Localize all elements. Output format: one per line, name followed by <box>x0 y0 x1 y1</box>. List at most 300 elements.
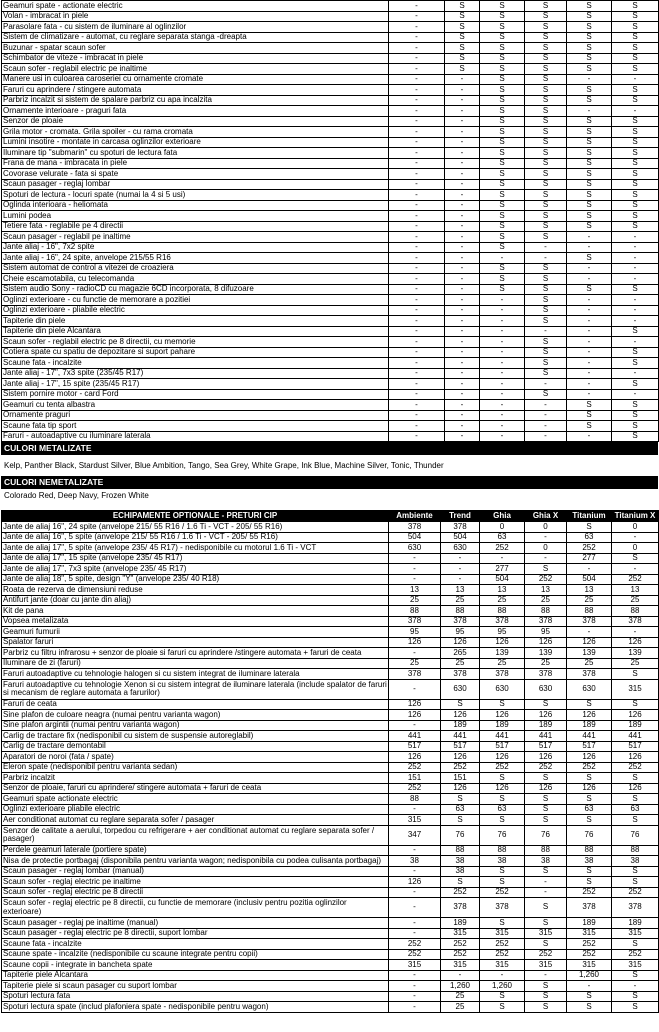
row-value: S <box>480 106 525 117</box>
row-value: 378 <box>480 898 525 918</box>
row-value: - <box>389 148 445 159</box>
row-value: S <box>525 368 567 379</box>
row-value: 139 <box>525 648 567 659</box>
row-value: 315 <box>389 815 441 826</box>
option-row <box>2 981 659 992</box>
row-value: - <box>445 137 480 148</box>
row-value: - <box>480 431 525 442</box>
row-value: 1,260 <box>441 981 480 992</box>
row-value: - <box>612 389 659 400</box>
option-row <box>2 960 659 971</box>
row-value: 25 <box>525 595 567 606</box>
row-value: S <box>567 158 612 169</box>
row-value: - <box>445 179 480 190</box>
row-value: S <box>480 242 525 253</box>
option-row <box>2 918 659 929</box>
row-value: - <box>389 1 445 12</box>
row-value: - <box>445 95 480 106</box>
row-value: 378 <box>480 669 525 680</box>
row-label: Sine plafon de culoare neagra (numai pentru varianta wagon) <box>2 710 389 721</box>
row-label: Scaune copii - integrate in bancheta spate <box>2 960 389 971</box>
row-value: S <box>525 815 567 826</box>
row-value: - <box>389 970 441 981</box>
row-value: 76 <box>480 825 525 845</box>
row-label: Parbriz cu filtru infrarosu + senzor de ploaie si faruri cu aprindere /stingere automata + faruri de ceata <box>2 648 389 659</box>
row-value: 126 <box>612 637 659 648</box>
row-value: 315 <box>525 928 567 939</box>
row-label: Scaun sofer - reglaj electric pe inaltime <box>2 877 389 888</box>
row-value: S <box>525 85 567 96</box>
row-label: Roata de rezerva de dimensiuni reduse <box>2 585 389 596</box>
row-value: S <box>612 53 659 64</box>
row-value: S <box>612 773 659 784</box>
row-label: Spoturi de lectura - locuri spate (numai la 4 si 5 usi) <box>2 190 389 201</box>
row-value: 126 <box>441 710 480 721</box>
standard-row <box>2 137 659 148</box>
row-value: S <box>612 669 659 680</box>
row-value: - <box>389 991 441 1002</box>
row-value: - <box>567 106 612 117</box>
row-value: 378 <box>567 669 612 680</box>
row-value: S <box>612 866 659 877</box>
row-value: S <box>480 274 525 285</box>
standard-row <box>2 95 659 106</box>
row-value: 126 <box>441 783 480 794</box>
row-label: Aer conditionat automat cu reglare separata sofer / pasager <box>2 815 389 826</box>
row-value: 315 <box>612 928 659 939</box>
standard-row <box>2 337 659 348</box>
row-value: 315 <box>612 679 659 699</box>
row-value: S <box>567 522 612 533</box>
option-row <box>2 970 659 981</box>
row-value: - <box>389 127 445 138</box>
row-value: - <box>612 274 659 285</box>
row-value: S <box>480 85 525 96</box>
header-ambiente: Ambiente <box>389 511 441 522</box>
row-value: S <box>480 11 525 22</box>
row-value: 378 <box>441 522 480 533</box>
row-value: 13 <box>389 585 441 596</box>
row-value: 252 <box>389 939 441 950</box>
row-value: S <box>612 221 659 232</box>
standard-row <box>2 368 659 379</box>
row-value: 139 <box>480 648 525 659</box>
row-value: - <box>445 337 480 348</box>
row-label: Ornamente praguri <box>2 410 389 421</box>
row-value: S <box>567 815 612 826</box>
row-value: - <box>389 221 445 232</box>
row-value: S <box>612 127 659 138</box>
row-value: 504 <box>441 532 480 543</box>
row-label: Scaun pasager - reglabil pe inaltime <box>2 232 389 243</box>
standard-row <box>2 116 659 127</box>
row-value: S <box>525 1002 567 1013</box>
standard-row <box>2 74 659 85</box>
row-value: - <box>389 106 445 117</box>
row-value: 25 <box>612 595 659 606</box>
header-titanium: Titanium <box>567 511 612 522</box>
standard-row <box>2 284 659 295</box>
row-label: Scaun pasager - reglaj lombar <box>2 179 389 190</box>
row-value: - <box>445 74 480 85</box>
standard-row <box>2 64 659 75</box>
row-label: Covorase velurate - fata si spate <box>2 169 389 180</box>
row-value: 630 <box>389 543 441 554</box>
row-value: 189 <box>612 918 659 929</box>
option-row <box>2 543 659 554</box>
row-value: S <box>525 53 567 64</box>
row-value: S <box>441 815 480 826</box>
row-value: 378 <box>567 898 612 918</box>
row-value: 88 <box>480 606 525 617</box>
row-value: 378 <box>441 669 480 680</box>
row-value: S <box>480 991 525 1002</box>
row-value: S <box>612 284 659 295</box>
row-value: - <box>389 574 441 585</box>
row-value: S <box>480 877 525 888</box>
row-value: S <box>525 898 567 918</box>
row-value: - <box>567 316 612 327</box>
row-value: - <box>441 574 480 585</box>
row-value: 126 <box>389 877 441 888</box>
row-value: 126 <box>567 637 612 648</box>
option-row <box>2 710 659 721</box>
row-value: S <box>612 699 659 710</box>
row-label: Carlig de tractare demontabil <box>2 741 389 752</box>
row-value: - <box>525 970 567 981</box>
option-row <box>2 762 659 773</box>
row-label: Geamuri spate - actionate electric <box>2 1 389 12</box>
standard-row <box>2 148 659 159</box>
row-value: 88 <box>441 606 480 617</box>
row-value: S <box>445 32 480 43</box>
row-value: - <box>441 553 480 564</box>
row-value: S <box>525 95 567 106</box>
row-value: - <box>389 368 445 379</box>
row-value: S <box>612 169 659 180</box>
option-row <box>2 595 659 606</box>
row-value: S <box>612 190 659 201</box>
row-label: Jante aliaj - 16", 24 spite, anvelope 215/55 R16 <box>2 253 389 264</box>
row-label: Scaune spate - incalzite (nedisponibile cu scaune integrate pentru copii) <box>2 949 389 960</box>
row-value: 277 <box>480 564 525 575</box>
row-label: Scaune fata - incalzite <box>2 939 389 950</box>
row-label: Cheie escamotabila, cu telecomanda <box>2 274 389 285</box>
row-label: Scaun pasager - reglaj pe inaltime (manual) <box>2 918 389 929</box>
row-value: - <box>389 389 445 400</box>
row-value: 25 <box>525 658 567 669</box>
row-label: Scaun pasager - reglaj electric pe 8 directii, suport lombar <box>2 928 389 939</box>
row-value: S <box>525 221 567 232</box>
row-value: S <box>567 421 612 432</box>
row-value: 630 <box>567 679 612 699</box>
row-value: - <box>567 564 612 575</box>
row-value: - <box>389 410 445 421</box>
row-value: 25 <box>441 991 480 1002</box>
row-value: 126 <box>441 752 480 763</box>
option-row <box>2 887 659 898</box>
row-value: S <box>445 64 480 75</box>
row-value: - <box>445 211 480 222</box>
row-value: 95 <box>480 627 525 638</box>
row-value: S <box>480 284 525 295</box>
row-value: S <box>525 74 567 85</box>
row-label: Jante de aliaj 17", 5 spite (anvelope 235/ 45 R17) - nedisponibile cu motorul 1.6 Ti - VCT <box>2 543 389 554</box>
row-value: 38 <box>612 856 659 867</box>
row-value: 630 <box>441 543 480 554</box>
row-label: Eleron spate (nedisponibil pentru varianta sedan) <box>2 762 389 773</box>
row-value: 441 <box>389 731 441 742</box>
row-value: S <box>612 32 659 43</box>
row-value: S <box>480 43 525 54</box>
standard-row <box>2 316 659 327</box>
row-value: 126 <box>567 752 612 763</box>
row-value: 38 <box>525 856 567 867</box>
row-value: 139 <box>612 648 659 659</box>
row-value: 252 <box>480 543 525 554</box>
row-value: - <box>480 316 525 327</box>
row-value: - <box>567 379 612 390</box>
row-label: Ornamente interioare - praguri fata <box>2 106 389 117</box>
row-value: S <box>567 877 612 888</box>
row-value: - <box>612 564 659 575</box>
row-value: 88 <box>525 845 567 856</box>
row-label: Volan - imbracat in piele <box>2 11 389 22</box>
row-value: S <box>567 1 612 12</box>
row-label: Jante aliaj - 16", 7x2 spite <box>2 242 389 253</box>
row-value: - <box>389 64 445 75</box>
row-label: Sistem de climatizare - automat, cu reglare separata stanga -dreapta <box>2 32 389 43</box>
row-value: 25 <box>441 1002 480 1013</box>
row-value: 517 <box>525 741 567 752</box>
option-row <box>2 752 659 763</box>
row-value: S <box>525 347 567 358</box>
row-value: - <box>525 400 567 411</box>
header-titanium-x: Titanium X <box>612 511 659 522</box>
row-value: 252 <box>567 887 612 898</box>
options-header-row <box>2 511 659 522</box>
row-value: - <box>612 106 659 117</box>
option-row <box>2 532 659 543</box>
row-value: 76 <box>567 825 612 845</box>
row-value: - <box>525 421 567 432</box>
row-label: Scaun sofer - reglaj electric pe 8 directii <box>2 887 389 898</box>
row-label: Scaun sofer - reglabil electric pe inaltime <box>2 64 389 75</box>
row-value: 315 <box>567 960 612 971</box>
row-value: - <box>389 232 445 243</box>
row-value: 517 <box>389 741 441 752</box>
row-value: - <box>445 232 480 243</box>
row-value: 189 <box>441 918 480 929</box>
row-value: S <box>525 32 567 43</box>
row-value: 13 <box>612 585 659 596</box>
row-value: S <box>480 815 525 826</box>
row-value: 95 <box>441 627 480 638</box>
row-value: 252 <box>612 949 659 960</box>
row-value: 126 <box>480 710 525 721</box>
row-value: - <box>389 116 445 127</box>
row-value: S <box>567 200 612 211</box>
row-value: 38 <box>480 856 525 867</box>
row-value: - <box>612 532 659 543</box>
row-value: S <box>567 211 612 222</box>
row-value: S <box>612 22 659 33</box>
row-label: Oglinda interioara - heliomata <box>2 200 389 211</box>
row-value: 126 <box>567 783 612 794</box>
row-label: Manere usi in culoarea caroseriei cu ornamente cromate <box>2 74 389 85</box>
row-value: 252 <box>441 939 480 950</box>
header-trend: Trend <box>441 511 480 522</box>
row-label: Scaun sofer - reglaj electric pe 8 directii, cu functie de memorare (inclusiv pentru pozitia oglinzilor exterioare) <box>2 898 389 918</box>
row-label: Senzor de calitate a aerului, torpedou cu refrigerare + aer conditionat automat cu reglare separata sofer / pasager) <box>2 825 389 845</box>
row-value: 0 <box>612 543 659 554</box>
row-value: - <box>389 11 445 22</box>
row-value: 151 <box>441 773 480 784</box>
row-value: - <box>445 326 480 337</box>
row-value: S <box>612 970 659 981</box>
standard-row <box>2 1 659 12</box>
row-label: Faruri autoadaptive cu tehnologie Xenon si cu sistem integrat de iluminare laterala (include spalator de faruri si mecanism de reglare automata a farurilor) <box>3 679 387 697</box>
option-row <box>2 773 659 784</box>
row-value: S <box>480 1 525 12</box>
standard-row <box>2 347 659 358</box>
row-value: S <box>525 794 567 805</box>
row-label: Oglinzi exterioare - pliabile electric <box>2 305 389 316</box>
row-value: 378 <box>389 616 441 627</box>
row-value: S <box>612 794 659 805</box>
row-value: - <box>567 232 612 243</box>
row-value: - <box>612 263 659 274</box>
row-value: - <box>567 242 612 253</box>
option-row <box>2 658 659 669</box>
row-value: 25 <box>612 658 659 669</box>
row-value: 630 <box>441 679 480 699</box>
option-row <box>2 522 659 533</box>
row-value: S <box>525 190 567 201</box>
row-value: - <box>567 981 612 992</box>
row-value: - <box>389 43 445 54</box>
row-value: 252 <box>567 949 612 960</box>
option-row <box>2 616 659 627</box>
row-value: S <box>567 127 612 138</box>
row-value: - <box>389 169 445 180</box>
row-value: 504 <box>567 574 612 585</box>
row-value: - <box>445 127 480 138</box>
row-value: 252 <box>480 949 525 960</box>
row-value: S <box>480 158 525 169</box>
row-value: S <box>612 43 659 54</box>
row-value: - <box>567 74 612 85</box>
row-label: Sistem audio Sony - radioCD cu magazie 6CD incorporata, 8 difuzoare <box>2 284 389 295</box>
row-value: S <box>567 866 612 877</box>
row-value: 126 <box>612 710 659 721</box>
row-value: - <box>389 804 441 815</box>
row-value: 252 <box>567 762 612 773</box>
row-label: Iluminare tip "submarin" cu spoturi de lectura fata <box>2 148 389 159</box>
row-value: 76 <box>441 825 480 845</box>
row-value: - <box>480 347 525 358</box>
row-label: Oglinzi exterioare pliabile electric <box>2 804 389 815</box>
row-value: S <box>525 918 567 929</box>
row-value: S <box>567 794 612 805</box>
standard-row <box>2 169 659 180</box>
row-value: S <box>480 200 525 211</box>
row-value: S <box>525 263 567 274</box>
row-value: S <box>612 211 659 222</box>
standard-row <box>2 410 659 421</box>
option-row <box>2 741 659 752</box>
option-row <box>2 928 659 939</box>
row-value: S <box>567 22 612 33</box>
row-value: 189 <box>612 720 659 731</box>
row-label: Senzor de ploaie <box>2 116 389 127</box>
row-label: Cotiera spate cu spatiu de depozitare si suport pahare <box>2 347 389 358</box>
row-value: 189 <box>567 918 612 929</box>
row-value: 25 <box>480 658 525 669</box>
row-value: - <box>389 918 441 929</box>
row-value: - <box>389 679 441 699</box>
row-value: 265 <box>441 648 480 659</box>
row-label: Spalator faruri <box>2 637 389 648</box>
row-value: - <box>445 169 480 180</box>
row-value: 126 <box>612 783 659 794</box>
row-label: Iluminare de zi (faruri) <box>2 658 389 669</box>
row-value: S <box>480 221 525 232</box>
row-value: S <box>525 64 567 75</box>
row-value: - <box>445 305 480 316</box>
standard-equipment-rows <box>2 1 659 442</box>
row-value: 13 <box>441 585 480 596</box>
row-value: - <box>612 295 659 306</box>
row-value: - <box>445 106 480 117</box>
row-value: S <box>525 773 567 784</box>
row-value: 189 <box>567 720 612 731</box>
row-value: S <box>480 53 525 64</box>
row-value: S <box>612 991 659 1002</box>
row-value: - <box>525 410 567 421</box>
row-value: - <box>567 295 612 306</box>
row-value: S <box>525 305 567 316</box>
row-value: S <box>567 137 612 148</box>
standard-row <box>2 400 659 411</box>
row-value: 88 <box>389 606 441 617</box>
row-label: Buzunar - spatar scaun sofer <box>2 43 389 54</box>
row-label: Faruri de ceata <box>2 699 389 710</box>
row-value: S <box>612 400 659 411</box>
row-value: S <box>567 11 612 22</box>
standard-row <box>2 221 659 232</box>
row-value: S <box>525 127 567 138</box>
row-value: 315 <box>480 928 525 939</box>
row-value: S <box>525 116 567 127</box>
standard-row <box>2 232 659 243</box>
row-value: S <box>612 11 659 22</box>
row-value: 38 <box>567 856 612 867</box>
row-value: S <box>612 200 659 211</box>
row-value: - <box>567 431 612 442</box>
row-value: 126 <box>389 637 441 648</box>
row-value: 378 <box>567 616 612 627</box>
row-value: 63 <box>441 804 480 815</box>
row-value: - <box>441 564 480 575</box>
option-row <box>2 783 659 794</box>
standard-row <box>2 127 659 138</box>
row-label: Lumini podea <box>2 211 389 222</box>
row-label: Antifurt jante (doar cu jante din aliaj) <box>2 595 389 606</box>
row-value: 63 <box>480 804 525 815</box>
row-value: 252 <box>441 887 480 898</box>
option-row <box>2 637 659 648</box>
